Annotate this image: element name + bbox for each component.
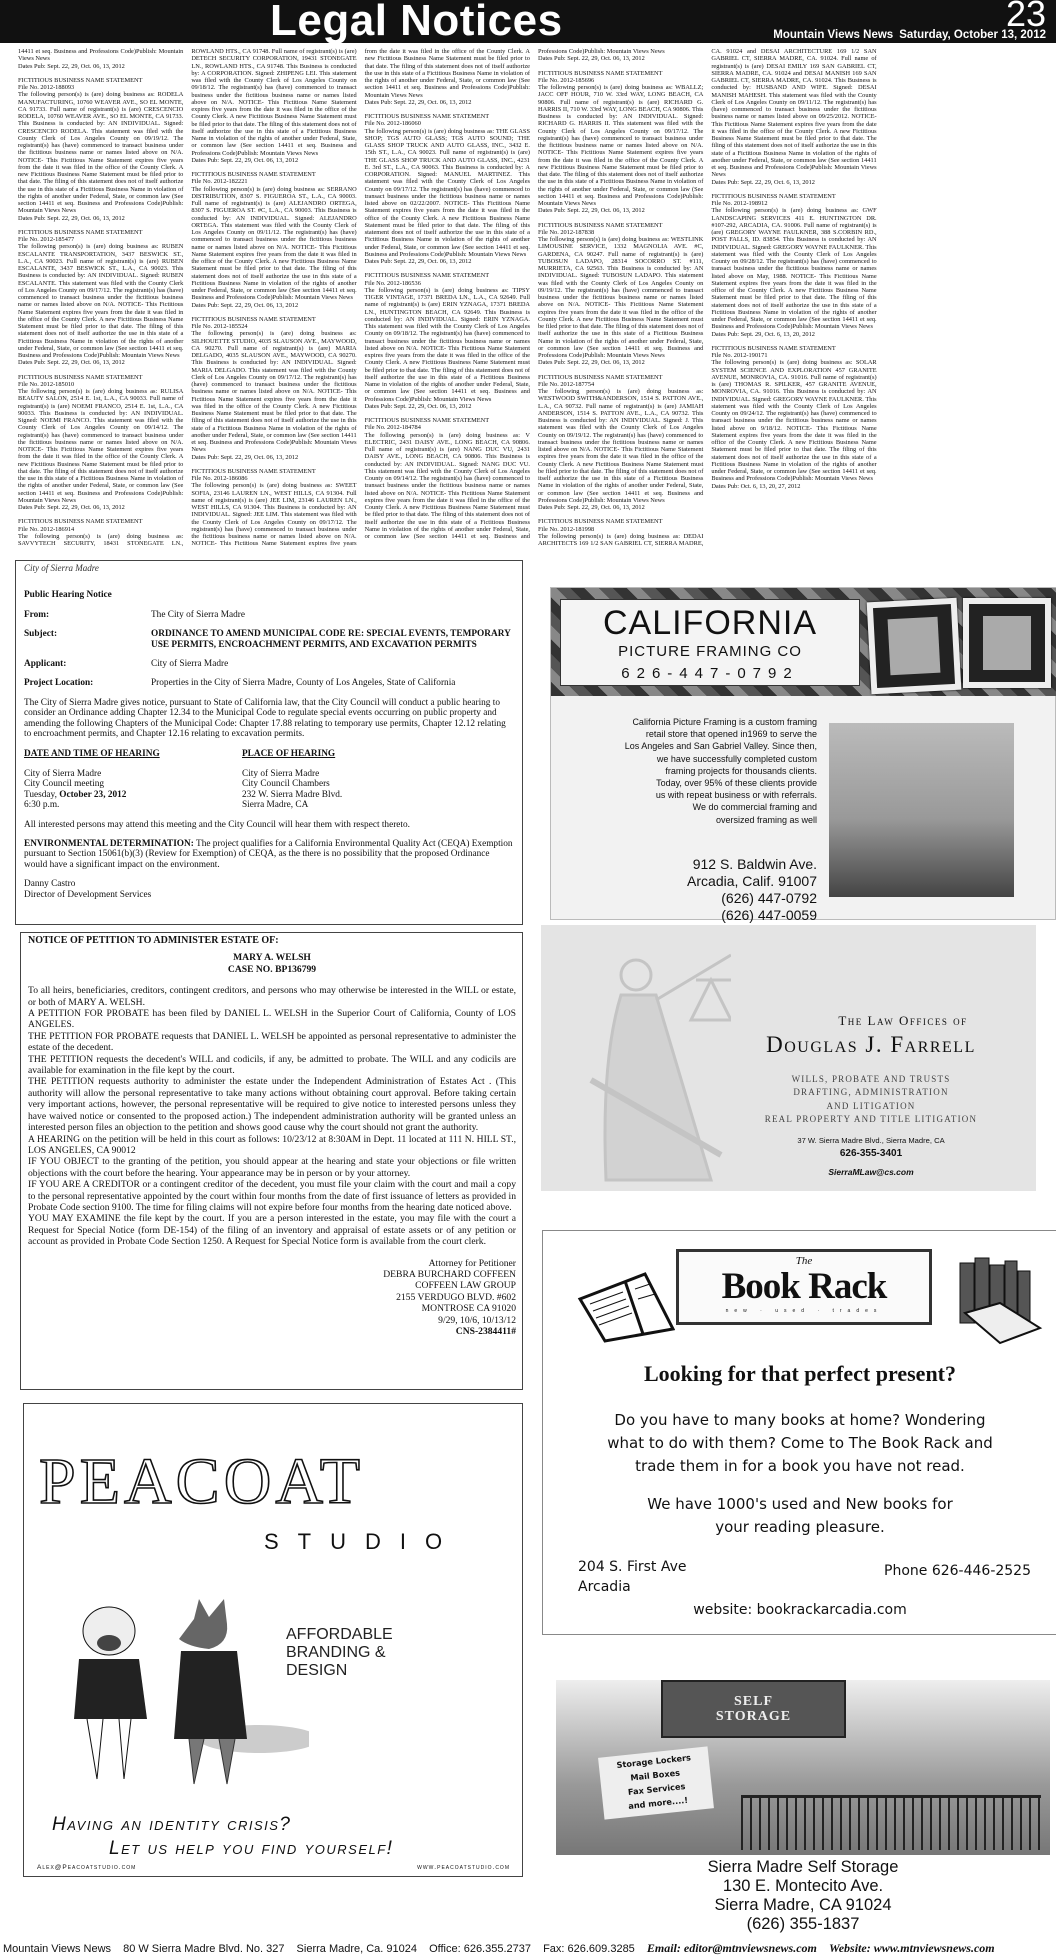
address-line: 204 S. First Ave <box>578 1559 687 1575</box>
description-line: California Picture Framing is a custom framing <box>632 717 817 727</box>
footer-fax: Fax: 626.609.3285 <box>543 1943 635 1955</box>
address-line: Arcadia <box>578 1579 631 1595</box>
fbn-body: The following person(s) is (are) doing business as: SOLAR SYSTEM SCIENCE AND EXPLORATION 457 GRANITE AVENUE, MONROVIA, CA. 91016. Full name of registrant(s) is (are) THOMAS R. SPILKER, 457 GRANITE AVENUE, MONROVIA, CA. 91016. This Business is conducted by: AN INDIVIDUAL. Signed: GREGORY WAYNE FAULKNER. This statement was filed with the County Clerk of Los Angeles County on 09/24/12. The registrant(s) has (have) commenced to transact business under the fictitious business name or names listed above on 9/18/12. <box>711 359 877 432</box>
fictitious-business-name-columns <box>18 48 1050 548</box>
service-item: Fax Services <box>627 1780 686 1797</box>
description-line: retail store that opened in1969 to serve the <box>645 729 817 740</box>
sign-line: STORAGE <box>715 1709 792 1724</box>
petition-title: NOTICE OF PETITION TO ADMINISTER ESTATE OF: <box>28 935 279 946</box>
law-services <box>721 1073 1021 1126</box>
services-board <box>598 1746 714 1819</box>
description-line: Los Angeles and San Gabriel Valley. Since then, <box>624 741 817 752</box>
fbn-dates: Dates Pub: Sept. 22, 29, Oct. 06, 13, 2012 <box>364 98 472 106</box>
case-number: CASE NO. BP136799 <box>227 963 317 975</box>
fbn-notice <box>365 272 530 410</box>
fbn-body: The following person(s) is (are) doing business as: THE GLASS SHOP; TGS AUTO GLASS; TGS AUTO SOUND; THE GLASS SHOP TRUCK AND AUTO GLASS, INC., 3432 E. 15th ST., L.A., CA 90023. Full name of registrant(s) is (are) THE GLASS SHOP TRUCK AND AUTO GLASS, INC., 4231 E. 3rd ST., L.A., CA 90063. This Business is conducted by: A CORPORATION. Signed: MANUEL MARTINEZ. This statement was filed with the County Clerk of Los Angeles County on 09/17/12. The registrant(s) has (have) commenced to transact business under the fictitious business name or names listed above on 02/22/2007. <box>364 127 530 207</box>
service-line: WILLS, PROBATE AND TRUSTS <box>791 1074 951 1084</box>
section-title: Legal Notices <box>270 0 563 45</box>
fbn-body: The following person(s) is (are) doing business as: SERRANO DISTRIBUTION, 8307 S. FIGUEROA ST., L.A., CA 90003. Full name of registrant(s) is (are) ALEJANDRO ORTEGA, 8307 S. FIGUEROA ST. #C, L.A., CA 90003. This Business is conducted by: AN INDIVIDUAL. Signed: ALEJANDRO ORTEGA. This statement was filed with the County Clerk of Los Angeles County on 09/11/12. The registrant(s) has (have) commenced to transact business under the fictitious business name or names listed above on N/A. <box>191 185 357 251</box>
signature-line: DEBRA BURCHARD COFFEEN <box>383 1268 516 1280</box>
fbn-dates: Dates Pub: Sept. 22, 29, Oct. 06, 13, 2012 <box>537 55 645 63</box>
attend-text: All interested persons may attend this meeting and the City Council will hear them with respect thereto. <box>24 819 410 830</box>
description-line: We do commercial framing and <box>692 802 817 813</box>
stacked-books-icon <box>955 1253 1045 1345</box>
fbn-heading: FICTITIOUS BUSINESS NAME STATEMENT <box>18 228 143 236</box>
location-value: Properties in the City of Sierra Madre, County of Los Angeles, State of California <box>151 678 456 689</box>
logo-the: The <box>795 1255 813 1267</box>
fbn-notice-text: NOTICE- This Fictitious Name Statement expires five years from the date it was filed in the office of the County Clerk. A new Fictitious Business Name Statement must be filed prior to that date. The filing of this statement does not of itself authorize the use in this state of a Fictitious Business Name in violation of the rights of another under Federal, State, or common law (See section 14411 et seq. Business and Professions Code)Publish: Mountain Views News <box>711 424 877 483</box>
page-number: 23 <box>1005 0 1046 34</box>
address-line: Arcadia, Calif. 91007 <box>687 873 817 889</box>
storage-city: Sierra Madre, CA 91024 <box>714 1896 892 1914</box>
lead-fragment-text: 14411 et seq. Business and Professions Code)Publish: Mountain Views News <box>18 48 184 63</box>
from-label: From: <box>24 609 50 620</box>
fbn-notice-text: NOTICE- This Fictitious Name Statement expires five years from the date it was filed in the office of the County Clerk. A new Fictitious Business Name Statement must be filed prior to that date. The filing of this statement does not of itself authorize the use in this state of a Fictitious Business Name in violation of the rights of another under Federal, State, or common law (See section 14411 et seq. Business and Professions Code)Publish: Mountain Views News <box>18 301 184 359</box>
fbn-notice-text: NOTICE- This Fictitious Name Statement expires five years from the date it was filed in the office of the County Clerk. A new Fictitious Business Name Statement must be filed prior to that date. The filing of this statement does not of itself authorize the use in this state of a Fictitious Business Name in violation of the rights of another under Federal, State, or common law (See section 14411 et seq. Business and Professions Code)Publish: Mountain Views News <box>364 48 665 540</box>
fbn-dates: Dates Pub: Sept. 22, 29, Oct. 06, 13, 2012 <box>18 504 125 511</box>
publication-name: Mountain Views News <box>773 29 894 41</box>
petition-notice <box>20 932 523 1390</box>
subject-value: ORDINANCE TO AMEND MUNICIPAL CODE RE: SPECIAL EVENTS, TEMPORARY USE PERMITS, ENCROACHMENT PERMITS, AND EXCAVATION PERMITS <box>151 629 511 650</box>
hearing-time: 6:30 p.m. <box>24 800 60 811</box>
storage-contact <box>556 1858 1050 1934</box>
fbn-notice-text: NOTICE- This Fictitious Name Statement expires five years from the date it was filed in the office of the County Clerk. A new Fictitious Business Name Statement must be filed prior to that date. The filing of this statement does not of itself authorize the use in this state of a Fictitious Business Name in violation of the rights of another under Federal, State, or common law (See section 14411 et seq. Business and Professions Code)Publish: Mountain Views News <box>18 446 184 504</box>
fbn-notice-text: NOTICE- This Fictitious Name Statement expires five years from the date it was filed in the office of the County Clerk. A new Fictitious Business Name Statement must be filed prior to that date. The filing of this statement does not of itself authorize the use in this state of a Fictitious Business Name in violation of the rights of another under Federal, State, or common law (See section 14411 et seq. Business and Professions Code)Publish: Mountain Views News <box>537 149 704 207</box>
place-line: Sierra Madre, CA <box>242 800 309 811</box>
description-line: Today, over 95% of these clients provide <box>656 778 817 789</box>
dogs-illustration-icon <box>69 1589 309 1789</box>
signature-line: 9/29, 10/6, 10/13/12 <box>438 1314 516 1326</box>
fbn-notice <box>191 171 356 309</box>
law-offices-label: The Law Offices of <box>838 1013 968 1028</box>
fbn-file-number: File No. 2012-182221 <box>191 178 248 186</box>
from-value: The City of Sierra Madre <box>151 609 245 620</box>
fbn-heading: FICTITIOUS BUSINESS NAME STATEMENT <box>191 467 316 475</box>
subject-label: Subject: <box>24 629 58 640</box>
peacoat-website[interactable]: www.peacoatstudio.com <box>417 1864 510 1871</box>
service-item: Mail Boxes <box>629 1767 681 1783</box>
fbn-body: The following person(s) is (are) doing business as: V ELECTRIC, 2431 DAISY AVE., LONG BEACH, CA 90806. Full name of registrant(s) is (are) NANG DUC VU, 2431 DAISY AVE., LONG BEACH, CA 90806. This Business is conducted by: AN INDIVIDUAL. Signed: NANG DUC VU. This statement was filed with the County Clerk of Los Angeles County on 09/14/12. The registrant(s) has (have) commenced to transact business under the fictitious business name or names listed above on N/A. <box>364 431 530 497</box>
fbn-file-number: File No. 2012-181998 <box>537 525 595 533</box>
masthead-dateline <box>767 29 1046 42</box>
book-rack-ad <box>542 1230 1056 1635</box>
fbn-heading: FICTITIOUS BUSINESS NAME STATEMENT <box>191 171 316 178</box>
fbn-notice-text: NOTICE- This Fictitious Name Statement expires five years from the date it was filed in the office of the County Clerk. A new Fictitious Business Name Statement must be filed prior to that date. The filing of this statement does not of itself authorize the use in this state of a Fictitious Business Name in violation of the rights of another under Federal, State, or common law (See section 14411 et seq. Business and Professions Code)Publish: Mountain Views News <box>191 243 357 302</box>
fbn-file-number: File No. 2012-185696 <box>537 76 595 84</box>
left-lower-column <box>15 560 523 1877</box>
applicant-value: City of Sierra Madre <box>151 659 229 670</box>
book-rack-phone: Phone 626-446-2525 <box>884 1563 1031 1579</box>
fbn-notice <box>18 374 183 512</box>
fbn-file-number: File No. 2012-186060 <box>364 120 421 128</box>
book-rack-paragraph-1 <box>543 1409 1056 1478</box>
signer-name: Danny Castro <box>24 879 76 890</box>
fbn-body: The following person(s) is (are) doing business as: TIPSY TIGER VINTAGE, 17371 BREDA LN., L.A., CA 92649. Full name of registrant(s) is (are) ERIN YZNAGA, 17371 BREDA LN., HUNTINGTON BEACH, CA 92649. This Business is conducted by: AN INDIVIDUAL. Signed: ERIN YZNAGA. This statement was filed with the County Clerk of Los Angeles County on 09/18/12. The registrant(s) has (have) commenced to transact business under the fictitious business name or names listed above on N/A. <box>364 286 530 352</box>
env-text: The project qualifies for a California Environmental Quality Act (CEQA) Exemption pursuant to Section 15061(b)(3) (Review for Exemption) of CEQA, as the there is no possibility that the proposed Ordinance would have a significant impact on the environment. <box>24 838 513 870</box>
railing <box>741 1795 1041 1850</box>
paragraph-line: We have 1000's used and New books for <box>647 1495 953 1513</box>
footer-office-phone: Office: 626.355.2737 <box>429 1943 531 1955</box>
fbn-body: The following person(s) is (are) doing business as: SAVVYTECH SECURITY, 18431 STONEGATE LN., ROWLAND HTS., CA 91748. Full name of registrant(s) is (are) DETECH SECURITY CORPORATION, 19431 STONEGATE LN., ROWLAND HTS., CA 91748. This Business is conducted by: A CORPORATION. Signed: ZHIPENG LEI. This statement was filed with the County Clerk of Los Angeles County on 09/18/12. The registrant(s) has (have) commenced to transact business under the fictitious business name or names listed above on N/A. <box>18 48 357 547</box>
fbn-heading: FICTITIOUS BUSINESS NAME STATEMENT <box>711 192 836 200</box>
footer-website[interactable]: Website: www.mtnviewsnews.com <box>828 1941 995 1955</box>
fbn-notice <box>711 345 876 490</box>
peacoat-logo-name: PEACOAT <box>39 1445 365 1518</box>
service-line: REAL PROPERTY AND TITLE LITIGATION <box>764 1113 978 1124</box>
address-line: 912 S. Baldwin Ave. <box>692 856 817 872</box>
fbn-notice-text: NOTICE- This Fictitious Name Statement expires five years from the date it was filed in the office of the County Clerk. A new Fictitious Business Name Statement must be filed prior to that date. The filing of this statement does not of itself authorize the use in this state of a Fictitious Business Name in violation of the rights of another under Federal, State, or common law (See section 14411 et seq. Business and Professions Code)Publish: Mountain Views News <box>191 48 530 548</box>
description-line: oversized framing as well <box>715 814 817 825</box>
law-email[interactable]: SierraMLaw@cs.com <box>828 1167 914 1177</box>
fbn-dates: Dates Pub: Sept. 22, 29, Oct. 06, 13, 2012 <box>191 453 299 461</box>
book-rack-headline: Looking for that perfect present? <box>643 1361 957 1386</box>
address-line: (626) 447-0059 <box>721 907 817 923</box>
place-line: 232 W. Sierra Madre Blvd. <box>242 789 343 800</box>
storage-phone: (626) 355-1837 <box>746 1915 860 1933</box>
date-heading: DATE AND TIME OF HEARING <box>24 749 160 760</box>
petition-paragraph: A PETITION FOR PROBATE has been filed by DANIEL L. WELSH in the Superior Court of California, County of LOS ANGELES. <box>28 1008 516 1031</box>
law-address: 37 W. Sierra Madre Blvd., Sierra Madre, CA <box>797 1136 945 1145</box>
applicant-label: Applicant: <box>24 659 67 670</box>
masthead <box>0 0 1056 43</box>
logo-name: Book Rack <box>721 1266 887 1307</box>
fbn-file-number: File No. 2012-186536 <box>364 279 421 287</box>
fbn-dates: Dates Pub: Sept. 22, 29, Oct. 06, 13, 2012 <box>364 258 472 265</box>
storage-building-photo <box>556 1680 1050 1855</box>
storage-sign <box>661 1680 846 1738</box>
fbn-dates: Dates Pub: Sept. 22, 29, Oct. 06, 13, 2012 <box>191 301 299 309</box>
notice-title: Public Hearing Notice <box>24 590 112 601</box>
fbn-notice-text: NOTICE- This Fictitious Name Statement expires five years from the date it was filed in the office of the County Clerk. A new Fictitious Business Name Statement must be filed prior to that date. The filing of this statement does not of itself authorize the use in this state of a Fictitious Business Name in violation of the rights of another under Federal, State, or common law (See section 14411 et seq. Business and Professions Code)Publish: Mountain Views News <box>191 388 357 454</box>
petition-paragraph: THE PETITION requests the decedent's WILL and codicils, if any, be admitted to probate. The WILL and any codicils are available for examination in the file kept by the court. <box>28 1053 516 1077</box>
fbn-dates: Dates Pub: Sept. 22, 29, Oct. 06, 13, 2012 <box>18 359 125 367</box>
fbn-notice-text: NOTICE- This Fictitious Name Statement expires five years from the date it was filed in the office of the County Clerk. A new Fictitious Business Name Statement must be filed prior to that date. The filing of this statement does not of itself authorize the use in this state of a Fictitious Business Name in violation of the rights of another under Federal, State, or common law (See section 14411 et seq. Business and Professions Code)Publish: Mountain Views News <box>364 344 530 403</box>
petition-paragraph: IF YOU OBJECT to the granting of the petition, you should appear at the hearing and state your objections or file written objections with the court before the hearing. Your appearance may be in person or by your attorney. <box>28 1156 516 1179</box>
fbn-heading: FICTITIOUS BUSINESS NAME STATEMENT <box>191 315 316 323</box>
law-phone: 626-355-3401 <box>839 1148 903 1159</box>
petition-paragraph: YOU MAY EXAMINE the file kept by the court. If you are a person interested in the estate, you may file with the court a Request for Special Notice (form DE-154) of the filing of an inventory and appraisal of estate assets or of any petition or account as provided in Probate Code Section 1250. A Request for Special Notice form is available from the court clerk. <box>28 1213 516 1248</box>
fbn-notice-text: NOTICE- This Fictitious Name Statement expires five years from the date it was filed in the office of the County Clerk. A new Fictitious Business Name Statement must be filed prior to that date. The filing of this statement does not of itself authorize the use in this state of a Fictitious Business Name in violation of the rights of another under Federal, State, or common law (See section 14411 et seq. Business and Professions Code)Publish: Mountain Views News <box>537 446 704 504</box>
hearing-day: Tuesday, <box>24 789 60 800</box>
logo-sub: new · used · trades <box>725 1308 883 1314</box>
env-label: ENVIRONMENTAL DETERMINATION: <box>24 838 194 849</box>
framing-name: CALIFORNIA <box>602 604 818 642</box>
fbn-heading: FICTITIOUS BUSINESS NAME STATEMENT <box>364 272 490 280</box>
hearing-date: October 23, 2012 <box>59 789 127 800</box>
paragraph-line: trade them in for a book you have not read. <box>635 1457 965 1475</box>
description-line: framing projects for thousands clients. <box>665 765 817 776</box>
fbn-body: The following person(s) is (are) doing business as: RODELA MANUFACTURING, 10760 WEAVER AVE., SO EL MONTE, CA 91733. Full name of registrant(s) is (are) CRESCENCIO RODELA, 10760 WEAVER AVE., SO EL MONTE, CA 91733. This Business is conducted by: AN INDIVIDUAL. Signed: CRESCENCIO RODELA. This statement was filed with the County Clerk of Los Angeles County on 09/19/12. The registrant(s) has (have) commenced to transact business under the fictitious business name or names listed above on N/A. <box>18 91 184 157</box>
fbn-file-number: File No. 2012-187838 <box>537 228 595 236</box>
fbn-heading: FICTITIOUS BUSINESS NAME STATEMENT <box>711 344 836 352</box>
fbn-file-number: File No. 2012-198912 <box>711 200 768 207</box>
service-item: and more....! <box>627 1794 689 1811</box>
fbn-notice <box>538 70 703 215</box>
framing-address <box>611 856 817 924</box>
description-line: we have successfully completed custom <box>656 753 817 764</box>
date-line: City Council meeting <box>24 779 105 790</box>
fbn-file-number: File No. 2012-184784 <box>364 424 421 432</box>
fbn-dates: Dates Pub: Sept. 22, 29, Oct. 06, 13, 2012 <box>537 207 645 215</box>
peacoat-tagline <box>286 1626 393 1680</box>
footer-city: Sierra Madre, Ca. 91024 <box>296 1943 417 1955</box>
fbn-notice-text: NOTICE- This Fictitious Name Statement expires five years from the date it was filed in the office of the County Clerk. A new Fictitious Business Name Statement must be filed prior to that date. The filing of this statement does not of itself authorize the use in this state of a Fictitious Business Name in violation of the rights of another under Federal, State, or common law (See section 14411 et seq. Business and Professions Code)Publish: Mountain Views News <box>191 98 357 157</box>
fbn-dates: Dates Pub: Sept. 22, 29, Oct. 06, 13, 2012 <box>18 214 125 222</box>
fbn-file-number: File No. 2012-190171 <box>711 352 768 359</box>
book-rack-website[interactable]: website: bookrackarcadia.com <box>693 1602 907 1618</box>
notice-city: City of Sierra Madre <box>24 563 99 573</box>
service-item: Storage Lockers <box>616 1752 692 1770</box>
environmental-determination <box>24 839 514 870</box>
fbn-file-number: File No. 2012-186914 <box>18 525 75 533</box>
description-line: us with repeat business or with referrals. <box>655 790 817 801</box>
fbn-heading: FICTITIOUS BUSINESS NAME STATEMENT <box>537 69 663 77</box>
fbn-dates: Dates Pub: Oct. 6, 13, 20, 27, 2012 <box>711 482 801 490</box>
petition-body <box>28 985 516 1247</box>
fbn-notice <box>365 113 530 265</box>
public-hearing-notice <box>15 560 523 925</box>
paragraph-line: Do you have to many books at home? Wondering <box>614 1411 986 1429</box>
book-rack-logo <box>676 1249 932 1325</box>
peacoat-logo-studio: STUDIO <box>264 1529 462 1554</box>
fbn-notice-text: NOTICE- This Fictitious Name Statement expires five years from the date it was filed in the office of the County Clerk. A new Fictitious Business Name Statement must be filed prior to that date. The filing of this statement does not of itself authorize the use in this state of a Fictitious Business Name in violation of the rights of another under Federal, State, or common law (See section 14411 et seq. Business and Professions Code)Publish: Mountain Views News <box>364 200 530 258</box>
service-line: AND LITIGATION <box>826 1100 916 1111</box>
petition-signature <box>28 1258 516 1326</box>
lead-fragment-dates: Dates Pub: Sept. 22, 29, Oct. 06, 13, 2012 <box>18 62 125 70</box>
address-line: (626) 447-0792 <box>721 890 817 906</box>
fbn-heading: FICTITIOUS BUSINESS NAME STATEMENT <box>18 76 143 84</box>
fbn-body: The following person(s) is (are) doing business as: RUBEN ESCALANTE TRANSPORTATION, 3437 BESWICK ST., L.A., CA 90023. Full name of registrant(s) is (are) RUBEN ESCALANTE, 3437 BESWICK ST., L.A., CA 90023. This Business is conducted by: AN INDIVIDUAL. Signed: RUBEN ESCALANTE. This statement was filed with the County Clerk of Los Angeles County on 09/17/12. The registrant(s) has (have) commenced to transact business under the fictitious business name or names listed above on N/A. <box>18 243 184 309</box>
fbn-heading: FICTITIOUS BUSINESS NAME STATEMENT <box>18 373 143 381</box>
attorney-name: Douglas J. Farrell <box>766 1032 976 1057</box>
storage-name: Sierra Madre Self Storage <box>707 1858 899 1876</box>
open-book-icon <box>575 1259 675 1344</box>
footer-email[interactable]: Email: editor@mtnviewsnews.com <box>646 1941 817 1955</box>
fbn-body: The following person(s) is (are) doing business as: WESTWOOD SWITH&ANDERSON, 1514 S. PATTON AVE., L.A., CA 90732. Full name of registrant(s) is (are) JAMIAH ANDERSON, 1514 S. PATTON AVE., L.A., CA 90732. This Business is conducted by: AN INDIVIDUAL. Signed: J. This statement was filed with the County Clerk of Los Angeles County on 09/19/12. The registrant(s) has (have) commenced to transact business under the fictitious business name or names listed above on N/A. <box>537 388 704 453</box>
framing-subname: PICTURE FRAMING CO <box>618 643 802 660</box>
fbn-notice-text: NOTICE- This Fictitious Name Statement expires five years from the date it was filed in the office of the County Clerk. A new Fictitious Business Name Statement must be filed prior to that date. The filing of this statement does not of itself authorize the use in this state of a Fictitious Business Name in violation of the rights of another under Federal, State, or common law (See section 14411 et seq. Business and Professions Code)Publish: Mountain Views News <box>18 156 184 215</box>
place-heading: PLACE OF HEARING <box>242 749 336 760</box>
hearing-date-block <box>24 749 242 810</box>
issue-date: Saturday, October 13, 2012 <box>899 29 1046 41</box>
fbn-dates: Dates Pub: Sept. 29, Oct. 6, 13, 20, 2012 <box>711 330 815 338</box>
fbn-heading: FICTITIOUS BUSINESS NAME STATEMENT <box>537 221 663 229</box>
signer <box>24 879 514 900</box>
fbn-notice <box>538 374 703 512</box>
signature-line: Attorney for Petitioner <box>428 1257 516 1269</box>
fbn-body: The following person(s) is (are) doing business as: WBALLZ; JACC OFF HOUR, 710 W. 33rd WAY, LONG BEACH, CA 90806. Full name of registrant(s) is (are) RICHARD G. HARRIS II, 710 W. 33rd WAY, LONG BEACH, CA 90806. This Business is conducted by: AN INDIVIDUAL. Signed: RICHARD G. HARRIS II. This statement was filed with the County Clerk of Los Angeles County on 09/17/12. The registrant(s) has (have) commenced to transact business under the fictitious business name or names listed above on N/A. <box>537 84 704 149</box>
lead-fragment <box>18 48 183 70</box>
storage-street: 130 E. Montecito Ave. <box>722 1877 884 1895</box>
fbn-dates: Dates Pub: Sept. 22, 29, Oct. 06, 13, 2012 <box>537 359 645 367</box>
fbn-dates: Dates Pub: Sept. 22, 29, Oct. 6, 13, 2012 <box>711 178 815 186</box>
hearing-place-block <box>242 749 460 810</box>
footer-paper: Mountain Views News <box>3 1943 112 1955</box>
douglas-farrell-law-ad <box>541 925 1036 1191</box>
place-line: City of Sierra Madre <box>242 768 320 779</box>
fbn-notice-text: NOTICE- This Fictitious Name Statement expires five years from the date it was filed in the office of the County Clerk. A new Fictitious Business Name Statement must be filed prior to that date. The filing of this statement does not of itself authorize the use in this state of a Fictitious Business Name in violation of the rights of another under Federal, State, or common law (See section 14411 et seq. Business and Professions Code)Publish: Mountain Views News <box>711 272 877 331</box>
fbn-file-number: File No. 2012-185524 <box>191 323 248 330</box>
framing-description <box>561 716 817 826</box>
fbn-notice-text: NOTICE- This Fictitious Name Statement expires five years from the date it was filed in the office of the County Clerk. A new Fictitious Business Name Statement must be filed prior to that date. The filing of this statement does not of itself authorize the use in this state of a Fictitious Business Name in violation of the rights of another under Federal, State, or common law (See section 14411 et seq. Business and Professions Code)Publish: Mountain Views News <box>537 301 704 359</box>
petition-paragraph: To all heirs, beneficiaries, creditors, contingent creditors, and persons who may otherwise be interested in the WILL or estate, or both of MARY A. WELSH. <box>28 985 516 1008</box>
fbn-dates: Dates Pub: Sept. 22, 29, Oct. 06, 13, 2012 <box>537 504 645 511</box>
signature-line: MONTROSE CA 91020 <box>421 1303 516 1315</box>
sign-line: SELF <box>733 1694 773 1709</box>
picture-frame-icon <box>867 598 962 695</box>
fbn-notice <box>191 316 356 461</box>
peacoat-studio-ad <box>23 1403 523 1877</box>
tagline-line: AFFORDABLE <box>286 1626 393 1643</box>
identity-crisis-text: Having an identity crisis? <box>52 1814 292 1835</box>
place-line: City Council Chambers <box>242 779 330 790</box>
book-rack-address <box>578 1557 687 1597</box>
help-text: Let us help you find yourself! <box>109 1838 394 1859</box>
fbn-heading: FICTITIOUS BUSINESS NAME STATEMENT <box>537 518 663 526</box>
petition-ref: CNS-2384411# <box>455 1326 516 1337</box>
paragraph-line: what to do with them? Come to The Book Rack and <box>607 1434 993 1452</box>
decedent-name: MARY A. WELSH <box>233 952 311 964</box>
fbn-body: The following person(s) is (are) doing business as: SILHOUETTE STUDIO, 4035 SLAUSON AVE., MAYWOOD, CA 90270. Full name of registrant(s) is (are) MARIA DELGADO, 4035 SLAUSON AVE., MAYWOOD, CA 90270. This Business is conducted by: AN INDIVIDUAL. Signed: MARIA DELGADO. This statement was filed with the County Clerk of Los Angeles County on 09/17/12. The registrant(s) has (have) commenced to transact business under the fictitious business name or names listed above on N/A. <box>191 330 357 396</box>
location-label: Project Location: <box>24 678 94 689</box>
fbn-notice-text: NOTICE- This Fictitious Name Statement expires five years from the date it was filed in the office of the County Clerk. A new Fictitious Business Name Statement must be filed prior to that date. The filing of this statement does not of itself authorize the use in this state of a Fictitious Business Name in violation of the rights of another under Federal, State, or common law (See section 14411 et seq. Business and Professions Code)Publish: Mountain Views News <box>711 113 877 179</box>
framing-logo-panel <box>560 599 860 686</box>
picture-frame-icon <box>963 598 1051 688</box>
fbn-dates: Dates Pub: Sept. 22, 29, Oct. 06, 13, 2012 <box>191 156 299 164</box>
page-footer <box>0 1941 1056 1956</box>
fbn-notice <box>538 222 703 367</box>
fbn-file-number: File No. 2012-185010 <box>18 380 75 388</box>
date-line: City of Sierra Madre <box>24 768 102 779</box>
signature-line: 2155 VERDUGO BLVD. #602 <box>396 1291 516 1303</box>
signature-line: COFFEEN LAW GROUP <box>415 1280 516 1292</box>
petition-paragraph: IF YOU ARE A CREDITOR or a contingent creditor of the decedent, you must file your claim with the court and mail a copy to the personal representative appointed by the court within four months from the date of first issuance of letters as provided in Probate Code section 9100. The time for filing claims will not expire before four months from the hearing date noticed above. <box>28 1179 516 1213</box>
fbn-body: The following person(s) is (are) doing business as: RULISA BEAUTY SALON, 2514 E. 1st, L.A., CA 90033. Full name of registrant(s) is (are) NOEMI FRANCO, 2514 E. 1st, L.A., CA 90033. This Business is conducted by: AN INDIVIDUAL. Signed: NOEMI FRANCO. This statement was filed with the County Clerk of Los Angeles County on 09/14/12. The registrant(s) has (have) commenced to transact business under the fictitious business name or names listed above on N/A. <box>18 388 184 446</box>
petition-paragraph: A HEARING on the petition will be held in this court as follows: 10/23/12 at 8:30AM in Dept. 11 located at 111 N. HILL ST., LOS ANGELES, CA 90012 <box>28 1133 516 1156</box>
signer-title: Director of Development Services <box>24 889 152 900</box>
tagline-line: DESIGN <box>286 1662 348 1679</box>
fbn-notice <box>711 193 876 338</box>
fbn-file-number: File No. 2012-185477 <box>18 236 75 243</box>
chair-with-frames-photo <box>829 723 1014 897</box>
fbn-dates: Dates Pub: Sept. 22, 29, Oct. 06, 13, 2012 <box>364 402 472 410</box>
fbn-notice <box>18 77 183 222</box>
california-picture-framing-ad <box>550 587 1056 923</box>
petition-paragraph: THE PETITION FOR PROBATE requests that DANIEL L. WELSH be appointed as personal representative to administer the estate of the decedent. <box>28 1030 516 1054</box>
fbn-file-number: File No. 2012-186086 <box>191 475 248 482</box>
fbn-body: The following person(s) is (are) doing business as: DEDAI ARCHITECTS 169 1/2 SAN GABRIEL CT, SIERRA MADRE, CA. 91024 and DESAI ARCHITECTURE 169 1/2 SAN GABRIEL CT, SIERRA MADRE, CA. 91024. Full name of registrant(s) is (are) DESAI EMILY 169 SAN GABRIEL CT, SIERRA MADRE, CA. 91024 and DESAI MANISH 169 SAN GABRIEL CT, SIERRA MADRE, CA. 91024. This Business is conducted by: HUSBAND AND WIFE. Signed: DESAI MANISH MAHESH. This statement was filed with the County Clerk of Los Angeles County on 09/11/12. The registrant(s) has (have) commenced to transact business under the fictitious business name or names listed above on 09/25/2012. <box>537 48 877 547</box>
lady-justice-icon <box>561 940 731 1190</box>
fbn-file-number: File No. 2012-188093 <box>18 84 75 91</box>
fbn-heading: FICTITIOUS BUSINESS NAME STATEMENT <box>364 417 490 424</box>
peacoat-email[interactable]: Alex@Peacoatstudio.com <box>37 1864 137 1871</box>
fbn-body: The following person(s) is (are) doing business as: WESTLINK LIMOUSINE SERVICE, 1332 MAGNOLIA AVE. #C, GARDENA, CA 90247. Full name of registrant(s) is (are) TUBOSUN LADAPO, 28314 SOCORRO ST. #111, MURRIETA, CA 92563. This Business is conducted by: AN INDIVIDUAL. Signed: TUBOSUN LADAPO. This statement was filed with the County Clerk of Los Angeles County on 09/19/12. The registrant(s) has (have) commenced to transact business under the fictitious business name or names listed above on N/A. <box>537 236 704 309</box>
paragraph-line: your reading pleasure. <box>715 1518 885 1536</box>
fbn-body: The following person(s) is (are) doing business as: GWF LANDSCAPING SERVICES 411 E. HUNTINGTON DR. #107-292, ARCADIA, CA. 91006. Full name of registrant(s) is (are) GREGORY WAYNE FAULKNER, 388 S.CORBIN RD., POST FALLS, ID. 83854. This Business is conducted by: AN INDIVIDUAL. Signed: GREGORY WAYNE FAULKNER. This statement was filed with the County Clerk of Los Angeles County on 09/28/12. The registrant(s) has (have) commenced to transact business under the fictitious business name or names listed above on May, 1988. <box>711 207 877 280</box>
fbn-heading: FICTITIOUS BUSINESS NAME STATEMENT <box>537 373 663 381</box>
service-line: DRAFTING, ADMINISTRATION <box>793 1087 949 1098</box>
fbn-heading: FICTITIOUS BUSINESS NAME STATEMENT <box>18 518 143 526</box>
fbn-notice <box>18 229 183 367</box>
fbn-heading: FICTITIOUS BUSINESS NAME STATEMENT <box>364 113 490 120</box>
footer-address: 80 W Sierra Madre Blvd. No. 327 <box>123 1943 285 1955</box>
petition-paragraph: THE PETITION requests authority to administer the estate under the Independent Administration of Estates Act . (This authority will allow the personal representative to take many actions without obtaining court approval. Before taking certain very important actions, however, the personal representative will be required to give notice to interested persons unless they have waived notice or consented to the proposed action.) The independent administration authority will be granted unless an interested person files an objection to the petition and shows good cause why the court should not grant the authority. <box>28 1076 516 1134</box>
book-rack-paragraph-2 <box>543 1493 1056 1539</box>
tagline-line: BRANDING & <box>286 1644 386 1661</box>
framing-phone: 626-447-0792 <box>621 665 799 682</box>
hearing-intro: The City of Sierra Madre gives notice, pursuant to State of California law, that the City Council will conduct a public hearing to consider an Ordinance adding Chapter 12.34 to the Municipal Code to regulate special events occurring on public property and amending the following Chapters of the Municipal Code: Chapter 17.88 relating to temporary use permits, Chapter 12.12 relating to encroachment permits, and Chapter 12.16 relating to excavation permits. <box>24 697 506 740</box>
fbn-body: The following person(s) is (are) doing business as: SWEET SOFIA, 23146 LAUREN LN., WEST HILLS, CA 91304. Full name of registrant(s) is (are) JEE LIM, 23146 LAUREN LN., WEST HILLS, CA 91304. This Business is conducted by: AN INDIVIDUAL. Signed: JEE LIM. This statement was filed with the County Clerk of Los Angeles County on 09/17/12. The registrant(s) has (have) commenced to transact business under the fictitious business name or names listed above on N/A. <box>191 482 357 540</box>
fbn-file-number: File No. 2012-187754 <box>537 380 595 388</box>
